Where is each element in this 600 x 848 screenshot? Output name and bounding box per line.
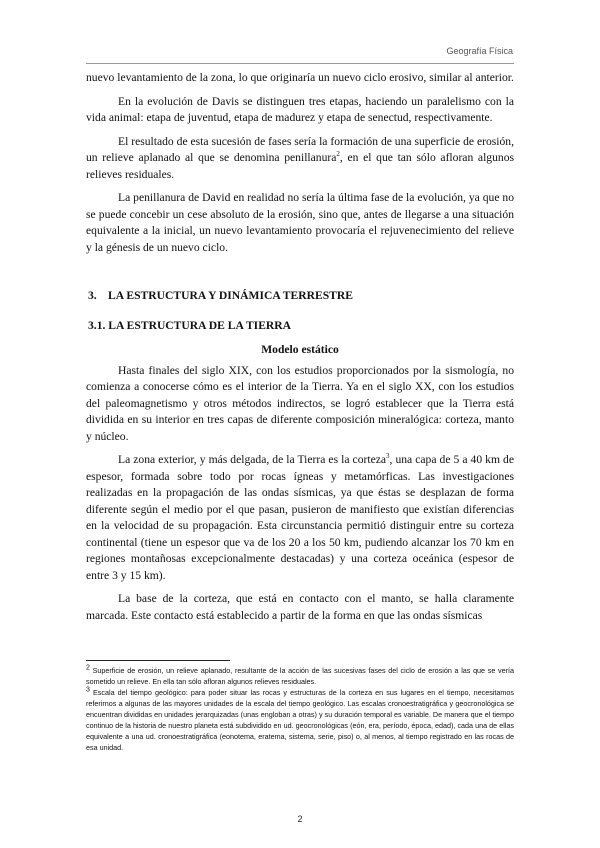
footnote: [86, 687, 514, 753]
paragraph: nuevo levantamiento de la zona, lo que originaría un nuevo ciclo erosivo, similar al anterior.: [86, 71, 514, 84]
body-text: [86, 70, 514, 631]
footnote-text: Escala del tiempo geológico: para poder situar las rocas y estructuras de la corteza en sus lugares en el tiempo, necesitamos referirnos a algunas de las mayores unidades de la escala del tiempo geológico. Las escalas cronoestratigráfica y geocronológica se encuentran divididas en unidades jerarquizadas (unas engloban a otras) y su duración temporal es variable. De manera que el tiempo continuo de la historia de nuestro planeta está subdividido en ud. geocronológicas (eón, era, período, época, edad), cada una de ellas equivalente a una ud. cronoestratigráfica (eonotema, eratema, sistema, serie, piso) o, al menos, al tiempo registrado en las rocas de esa unidad.: [86, 688, 514, 752]
paragraph: [86, 452, 514, 584]
paragraph: La base de la corteza, que está en contacto con el manto, se halla claramente marcada. Este contacto está establecido a partir de la forma en que las ondas sísmicas: [86, 592, 514, 622]
paragraph-text: El resultado de esta sucesión de fases sería la formación de una superficie de erosión, un relieve aplanado al que se denomina penillanura: [86, 134, 514, 164]
subsection-heading: 3.1. LA ESTRUCTURA DE LA TIERRA: [88, 318, 292, 332]
footnote-ref[interactable]: 2: [336, 150, 340, 159]
paragraph-text: , una capa de 5 a 40 km de espesor, formada sobre todo por rocas ígneas y metamórficas. Las investigaciones realizadas en la propagación de las ondas sísmicas, ya que éstas se desplazan de forma diferente según el medio por el que pasan, pusieron de manifiesto que existían diferencias en la velocidad de su propagación. Esta circunstancia permitió distinguir entre su corteza continental (tiene un espesor que va de los 20 a los 50 km, pudiendo alcanzar los 70 km en regiones montañosas excepcionalmente destacadas) y una corteza oceánica (espesor de entre 3 y 15 km).: [86, 453, 514, 582]
model-heading: Modelo estático: [261, 343, 339, 356]
footnote-number: 2: [86, 664, 90, 672]
section-title: LA ESTRUCTURA Y DINÁMICA TERRESTRE: [108, 289, 354, 302]
paragraph: [86, 134, 514, 184]
paragraph: La penillanura de David en realidad no sería la última fase de la evolución, ya que no se puede concebir un cese absoluto de la erosión, sino que, antes de llegarse a una situación equivalente a la inicial, un nuevo levantamiento provocaría el rejuvenecimiento del relieve y la génesis de un nuevo ciclo.: [86, 191, 514, 254]
page-number: 2: [297, 814, 303, 824]
running-header: Geografía Física: [446, 46, 513, 56]
paragraph-text: , en el que tan sólo afloran algunos relieves residuales.: [86, 151, 514, 181]
footnotes: [86, 665, 514, 753]
paragraph: Hasta finales del siglo XIX, con los estudios proporcionados por la sismología, no comienza a conocerse cómo es el interior de la Tierra. Ya en el siglo XX, con los estudios del paleomagnetismo y otros métodos indirectos, se logró establecer que la Tierra está dividida en su interior en tres capas de diferente composición mineralógica: corteza, manto y núcleo.: [86, 363, 514, 443]
footnote: [86, 665, 514, 687]
footnote-number: 3: [86, 686, 90, 694]
footnote-rule: [86, 660, 230, 661]
section-number: 3.: [88, 289, 97, 302]
paragraph: En la evolución de Davis se distinguen tres etapas, haciendo un paralelismo con la vida animal: etapa de juventud, etapa de madurez y etapa de senectud, respectivamente.: [86, 94, 514, 124]
footnote-text: Superficie de erosión, un relieve aplanado, resultante de la acción de las sucesivas fases del ciclo de erosión a las que se vería sometido un relieve. En ella tan sólo afloran algunos relieves residuales.: [86, 666, 514, 686]
footnote-ref[interactable]: 3: [386, 452, 390, 461]
header-rule: [86, 63, 514, 64]
section-heading: [86, 288, 514, 305]
paragraph-text: La zona exterior, y más delgada, de la Tierra es la corteza: [118, 453, 387, 466]
